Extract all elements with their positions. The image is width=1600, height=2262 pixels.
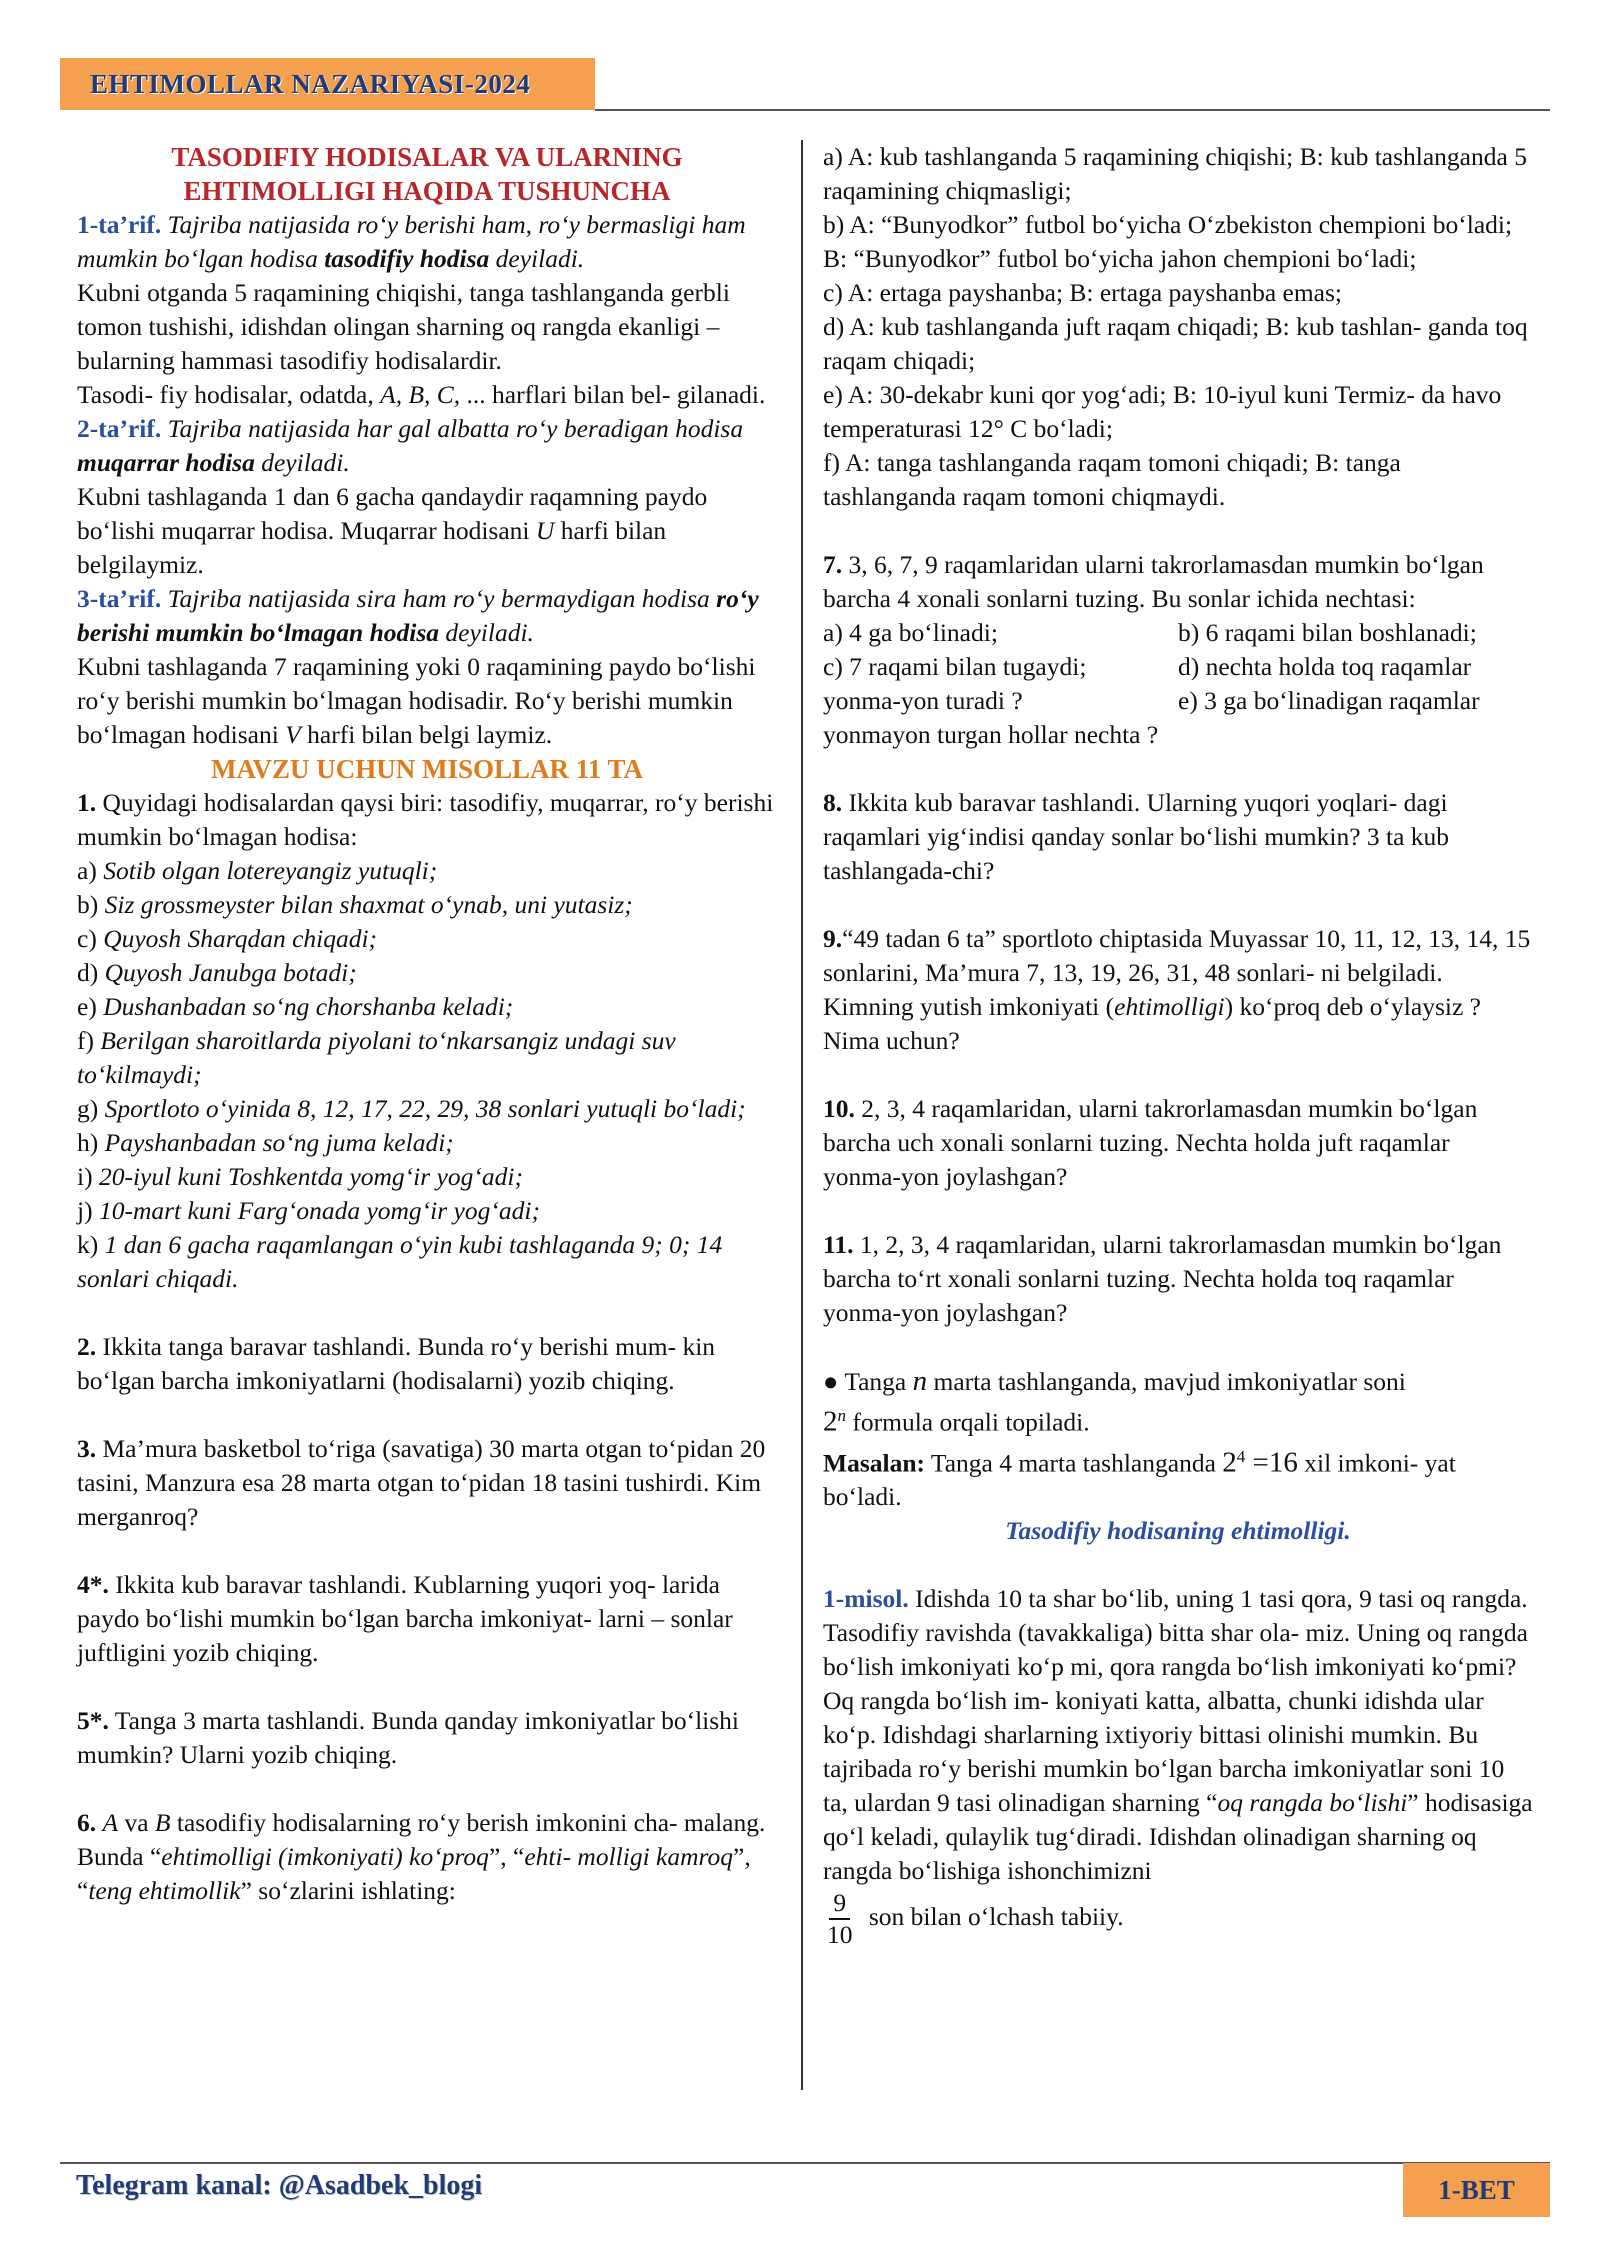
definition-2: 2-ta’rif. Tajriba natijasida har gal albatta ro‘y beradigan hodisa muqarrar hodisa deyiladi. xyxy=(77,414,744,477)
list-item: d) A: kub tashlanganda juft raqam chiqadi; B: kub tashlan- ganda toq raqam chiqadi; xyxy=(823,312,1528,375)
formula-note: ● Tanga n marta tashlanganda, mavjud imkoniyatlar soni xyxy=(823,1365,1406,1397)
paragraph-impossible-example: Kubni tashlaganda 7 raqamining yoki 0 raqamining paydo bo‘lishi ro‘y berishi mumkin bo‘lmagan hodisadir. Ro‘y berishi mumkin bo‘lmagan hodisani V harfi bilan belgi laymiz. xyxy=(77,652,756,749)
definition-1: 1-ta’rif. Tajriba natijasida ro‘y berishi ham, ro‘y bermasligi ham mumkin bo‘lgan hodisa tasodifiy hodisa deyiladi. xyxy=(77,210,746,273)
question-5: 5*. Tanga 3 marta tashlandi. Bunda qanday imkoniyatlar bo‘lishi mumkin? Ularni yozib chiqing. xyxy=(77,1706,740,1769)
definition-3: 3-ta’rif. Tajriba natijasida sira ham ro‘y bermaydigan hodisa ro‘y berishi mumkin bo‘lmagan hodisa deyiladi. xyxy=(77,584,759,647)
list-item: c) Quyosh Sharqdan chiqadi; xyxy=(77,924,378,953)
example-1-fraction-line: $\frac{9}{10}$ son bilan o‘lchash tabiiy. xyxy=(827,1888,1124,1949)
question-4: 4*. Ikkita kub baravar tashlandi. Kublarning yuqori yoq- larida paydo bo‘lishi mumkin bo‘lgan barcha imkoniyat- larni – sonlar juftligini yozib chiqing. xyxy=(77,1570,733,1667)
list-item: h) Payshanbadan so‘ng juma keladi; xyxy=(77,1128,454,1157)
definition-3-label: 3-ta’rif. xyxy=(77,584,162,613)
question-11: 11. 1, 2, 3, 4 raqamlaridan, ularni takrorlamasdan mumkin bo‘lgan barcha to‘rt xonali sonlarni tuzing. Nechta holda toq raqamlar yonma-yon joylashgan? xyxy=(823,1230,1502,1327)
question-7-row-1: a) 4 ga bo‘linadi; b) 6 raqami bilan boshlanadi; xyxy=(823,618,1477,647)
formula-note-line-2: 2$^n$ formula orqali topiladi. xyxy=(823,1405,1090,1438)
list-item: c) A: ertaga payshanba; B: ertaga payshanba emas; xyxy=(823,278,1343,307)
section-title-line-1: TASODIFIY HODISALAR VA ULARNING xyxy=(171,142,683,172)
list-item: d) Quyosh Janubga botadi; xyxy=(77,958,357,987)
list-item: f) A: tanga tashlanganda raqam tomoni chiqadi; B: tanga tashlanganda raqam tomoni chiqmaydi. xyxy=(823,448,1401,511)
formula-example: Masalan: Tanga 4 marta tashlanganda $2^4 =16$ xil imkoni- yat bo‘ladi. xyxy=(823,1446,1456,1511)
list-item: i) 20-iyul kuni Toshkentda yomg‘ir yog‘adi; xyxy=(77,1162,523,1191)
list-item: e) Dushanbadan so‘ng chorshanba keladi; xyxy=(77,992,514,1021)
term-impossible-event: ro‘y berishi mumkin bo‘lmagan hodisa xyxy=(77,584,759,647)
question-7-row-3: yonma-yon turadi ? e) 3 ga bo‘linadigan raqamlar xyxy=(823,686,1480,715)
question-6-options xyxy=(823,140,1533,514)
question-7: 7. 3, 6, 7, 9 raqamlaridan ularni takrorlamasdan mumkin bo‘lgan barcha 4 xonali sonlarni tuzing. Bu sonlar ichida nechtasi: xyxy=(823,550,1484,613)
footer-divider xyxy=(60,2162,1550,2164)
paragraph-random-examples: Kubni otganda 5 raqamining chiqishi, tanga tashlanganda gerbli tomon tushishi, idishdan olingan sharning oq rangda ekanligi – bularning hammasi tasodifiy hodisalardir. xyxy=(77,278,730,375)
term-random-event: tasodifiy hodisa xyxy=(324,244,490,273)
list-item: b) A: “Bunyodkor” futbol bo‘yicha O‘zbekiston chempioni bo‘ladi; B: “Bunyodkor” futbol bo‘yicha jahon chempioni bo‘ladi; xyxy=(823,210,1513,273)
list-item: g) Sportloto o‘yinida 8, 12, 17, 22, 29, 38 sonlari yutuqli bo‘ladi; xyxy=(77,1094,746,1123)
list-item: f) Berilgan sharoitlarda piyolani to‘nkarsangiz undagi suv to‘kilmaydi; xyxy=(77,1026,676,1089)
paragraph-notation: Tasodi- fiy hodisalar, odatda, A, B, C, ... harflari bilan bel- gilanadi. xyxy=(77,380,766,409)
column-divider xyxy=(801,140,803,2090)
question-1: 1. Quyidagi hodisalardan qaysi biri: tasodifiy, muqarrar, ro‘y berishi mumkin bo‘lmagan hodisa: xyxy=(77,788,774,851)
example-1: 1-misol. Idishda 10 ta shar bo‘lib, uning 1 tasi qora, 9 tasi oq rangda. Tasodifiy ravishda (tavakkaliga) bitta shar ola- miz. Uning oq rangda bo‘lish imkoniyati ko‘p mi, qora rangda bo‘lish imkoniyati ko‘pmi? Oq rangda bo‘lish im- koniyati katta, albatta, chunki idishda ular ko‘p. Idishdagi sharlarning ixtiyoriy bittasi olinishi mumkin. Bu tajribada ro‘y berishi mumkin bo‘lgan barcha imkoniyatlar soni 10 ta, ulardan 9 tasi olinadigan sharning “oq rangda bo‘lishi” hodisasiga qo‘l keladi, qulaylik tug‘diradi. Idishdan olinadigan sharning oq rangda bo‘lishiga ishonchimizni xyxy=(823,1584,1533,1885)
list-item: k) 1 dan 6 gacha raqamlangan o‘yin kubi tashlaganda 9; 0; 14 sonlari chiqadi. xyxy=(77,1230,723,1293)
header-title: EHTIMOLLAR NAZARIYASI-2024 xyxy=(60,58,595,110)
question-10: 10. 2, 3, 4 raqamlaridan, ularni takrorlamasdan mumkin bo‘lgan barcha uch xonali sonlarni tuzing. Nechta holda juft raqamlar yonma-yon joylashgan? xyxy=(823,1094,1478,1191)
section-title-line-2: EHTIMOLLIGI HAQIDA TUSHUNCHA xyxy=(183,176,671,206)
probability-title: Tasodifiy hodisaning ehtimolligi. xyxy=(1005,1516,1351,1545)
list-item: b) Siz grossmeyster bilan shaxmat o‘ynab, uni yutasiz; xyxy=(77,890,633,919)
list-item: e) A: 30-dekabr kuni qor yog‘adi; B: 10-iyul kuni Termiz- da havo temperaturasi 12° C bo‘ladi; xyxy=(823,380,1502,443)
fraction: $\frac{9}{10}$ xyxy=(827,1888,853,1949)
question-7-row-4: yonmayon turgan hollar nechta ? xyxy=(823,720,1159,749)
examples-title: MAVZU UCHUN MISOLLAR 11 TA xyxy=(210,754,644,784)
header-divider xyxy=(595,109,1550,111)
question-2: 2. Ikkita tanga baravar tashlandi. Bunda ro‘y berishi mum- kin bo‘lgan barcha imkoniyatlarni (hodisalarni) yozib chiqing. xyxy=(77,1332,716,1395)
definition-2-label: 2-ta’rif. xyxy=(77,414,162,443)
definition-1-label: 1-ta’rif. xyxy=(77,210,162,239)
right-column xyxy=(823,140,1533,1950)
page-number: 1-BET xyxy=(1403,2163,1550,2217)
paragraph-certain-example: Kubni tashlaganda 1 dan 6 gacha qandaydir raqamning paydo bo‘lishi muqarrar hodisa. Muqarrar hodisani U harfi bilan belgilaymiz. xyxy=(77,482,708,579)
question-6: 6. A va B tasodifiy hodisalarning ro‘y berish imkonini cha- malang. Bunda “ehtimolligi (imkoniyati) ko‘proq”, “ehti- molligi kamroq”, “teng ehtimollik” so‘zlarini ishlating: xyxy=(77,1808,766,1905)
question-8: 8. Ikkita kub baravar tashlandi. Ularning yuqori yoqlari- dagi raqamlari yig‘indisi qanday sonlar bo‘lishi mumkin? 3 ta kub tashlangada-chi? xyxy=(823,788,1450,885)
question-7-row-2: c) 7 raqami bilan tugaydi; d) nechta holda toq raqamlar xyxy=(823,652,1472,681)
question-3: 3. Ma’mura basketbol to‘riga (savatiga) 30 marta otgan to‘pidan 20 tasini, Manzura esa 28 marta otgan to‘pidan 18 tasini tushirdi. Kim merganroq? xyxy=(77,1434,766,1531)
list-item: a) A: kub tashlanganda 5 raqamining chiqishi; B: kub tashlanganda 5 raqamining chiqmasligi; xyxy=(823,142,1527,205)
left-column xyxy=(77,140,777,1908)
telegram-link[interactable]: Telegram kanal: @Asadbek_blogi xyxy=(76,2170,483,2201)
question-1-options xyxy=(77,854,777,1296)
list-item: j) 10-mart kuni Farg‘onada yomg‘ir yog‘adi; xyxy=(77,1196,540,1225)
term-certain-event: muqarrar hodisa xyxy=(77,448,255,477)
question-9: 9.“49 tadan 6 ta” sportloto chiptasida Muyassar 10, 11, 12, 13, 14, 15 sonlarini, Ma’mura 7, 13, 19, 26, 31, 48 sonlari- ni belgiladi. Kimning yutish imkoniyati (ehtimolligi) ko‘proq deb o‘ylaysiz ? Nima uchun? xyxy=(823,924,1531,1055)
list-item: a) Sotib olgan lotereyangiz yutuqli; xyxy=(77,856,438,885)
